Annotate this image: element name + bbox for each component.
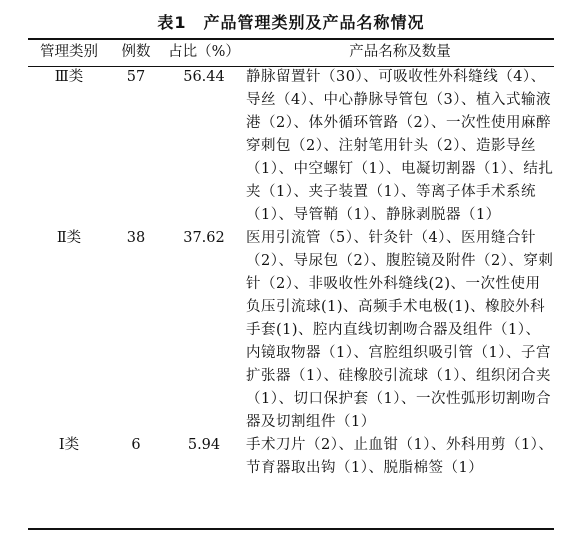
product-table	[28, 39, 554, 480]
row-percent: 56.44	[183, 69, 225, 85]
row-category: Ⅰ类	[58, 437, 80, 453]
table-row	[28, 66, 554, 227]
header-count: 例数	[121, 44, 151, 60]
row-category: Ⅲ类	[54, 69, 84, 85]
row-percent: 37.62	[183, 230, 225, 246]
row-names: 医用引流管（5）、针灸针（4）、医用缝合针（2）、导尿包（2）、腹腔镜及附件（2）、穿刺针（2）、非吸收性外科缝线(2)、一次性使用负压引流球(1)、高频手术电极(1)、橡胶外科手套(1)、腔内直线切割吻合器及组件（1）、内镜取物器（1）、宫腔组织吸引管（1）、子宫扩张器（1）、硅橡胶引流球（1）、组织闭合夹（1）、切口保护套（1）、一次性弧形切割吻合器及切割组件（1）	[246, 230, 554, 430]
header-row	[28, 39, 554, 66]
table-title: 表1 产品管理类别及产品名称情况	[157, 13, 425, 32]
row-category: Ⅱ类	[56, 230, 82, 246]
row-count: 6	[131, 437, 141, 453]
row-percent: 5.94	[187, 437, 221, 453]
row-names: 静脉留置针（30）、可吸收性外科缝线（4）、导丝（4）、中心静脉导管包（3）、植入式输液港（2）、体外循环管路（2）、一次性使用麻醉穿刺包（2）、注射笔用针头（2）、造影导丝（1）、中空螺钉（1）、电凝切割器（1）、结扎夹（1）、夹子装置（1）、等离子体手术系统（1）、导管鞘（1）、静脉剥脱器（1）	[246, 69, 554, 223]
header-category: 管理类别	[40, 44, 98, 60]
table-bottom-rule	[28, 528, 554, 530]
row-count: 57	[126, 69, 146, 85]
table-row	[28, 434, 554, 480]
row-names: 手术刀片（2）、止血钳（1）、外科用剪（1）、节育器取出钩（1）、脱脂棉签（1）	[246, 437, 554, 476]
table-row	[28, 227, 554, 434]
header-names: 产品名称及数量	[349, 44, 451, 60]
header-percent: 占比（%）	[168, 44, 240, 60]
row-count: 38	[126, 230, 146, 246]
